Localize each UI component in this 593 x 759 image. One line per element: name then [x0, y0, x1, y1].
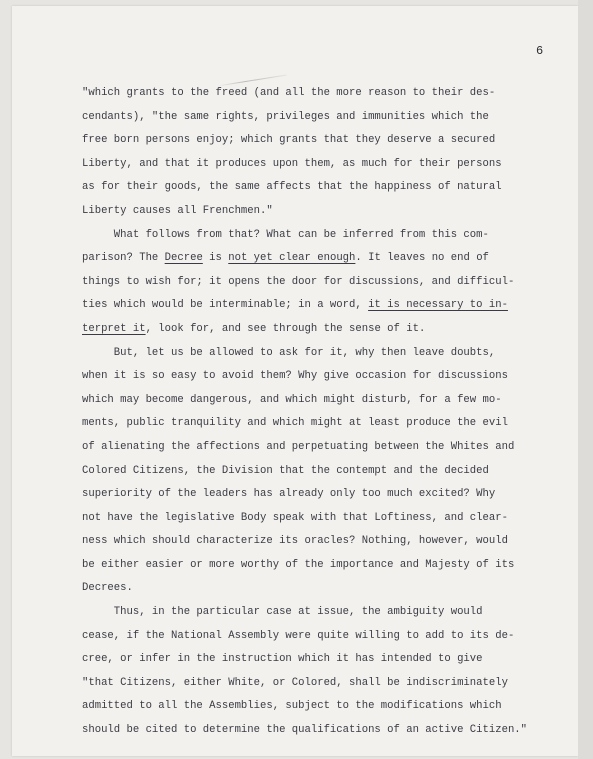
- text-segment: Liberty causes all Frenchmen.": [82, 204, 273, 217]
- text-line: [82, 577, 572, 601]
- text-line: [82, 365, 572, 389]
- text-line: [82, 318, 572, 342]
- text-line: [82, 695, 572, 719]
- page-edge: [578, 0, 593, 759]
- text-line: [82, 271, 572, 295]
- document-page: [12, 6, 578, 756]
- text-segment: . It leaves no end of: [355, 252, 489, 265]
- text-segment: ness which should characterize its oracles? Nothing, however, would: [82, 535, 508, 548]
- text-segment: Liberty, and that it produces upon them, as much for their persons: [82, 157, 502, 170]
- text-line: [82, 176, 572, 200]
- text-line: [82, 719, 572, 743]
- text-line: [82, 224, 572, 248]
- text-segment: cendants), "the same rights, privileges and immunities which the: [82, 110, 489, 123]
- text-line: [82, 412, 572, 436]
- text-segment: Colored Citizens, the Division that the contempt and the decided: [82, 464, 489, 477]
- text-segment: But, let us be allowed to ask for it, why then leave doubts,: [82, 346, 496, 359]
- page-number: 6: [536, 44, 544, 58]
- text-segment: ments, public tranquility and which might at least produce the evil: [82, 417, 508, 430]
- text-line: [82, 82, 572, 106]
- text-line: [82, 625, 572, 649]
- text-line: [82, 483, 572, 507]
- text-line: [82, 672, 572, 696]
- text-segment: which may become dangerous, and which might disturb, for a few mo-: [82, 393, 502, 406]
- underlined-text: terpret it: [82, 322, 146, 335]
- text-line: [82, 153, 572, 177]
- text-segment: "that Citizens, either White, or Colored, shall be indiscriminately: [82, 676, 508, 689]
- text-line: [82, 601, 572, 625]
- text-segment: superiority of the leaders has already only too much excited? Why: [82, 488, 496, 501]
- text-segment: admitted to all the Assemblies, subject to the modifications which: [82, 700, 502, 713]
- text-segment: , look for, and see through the sense of it.: [145, 322, 426, 335]
- text-line: [82, 507, 572, 531]
- text-segment: parison? The: [82, 252, 165, 265]
- underlined-text: not yet clear enough: [228, 252, 356, 265]
- text-segment: Thus, in the particular case at issue, the ambiguity would: [82, 606, 483, 619]
- text-segment: What follows from that? What can be inferred from this com-: [82, 228, 489, 241]
- text-segment: be either easier or more worthy of the importance and Majesty of its: [82, 558, 515, 571]
- text-segment: when it is so easy to avoid them? Why give occasion for discussions: [82, 370, 508, 383]
- text-line: [82, 436, 572, 460]
- text-segment: as for their goods, the same affects that the happiness of natural: [82, 181, 502, 194]
- text-segment: of alienating the affections and perpetuating between the Whites and: [82, 440, 515, 453]
- typed-text-body: [82, 82, 572, 743]
- text-segment: should be cited to determine the qualifications of an active Citizen.": [82, 724, 528, 737]
- text-line: [82, 460, 572, 484]
- text-segment: cree, or infer in the instruction which it has intended to give: [82, 653, 483, 666]
- text-line: [82, 200, 572, 224]
- text-segment: "which grants to the freed (and all the more reason to their des-: [82, 87, 496, 99]
- text-line: [82, 106, 572, 130]
- text-line: [82, 554, 572, 578]
- text-line: [82, 648, 572, 672]
- text-segment: free born persons enjoy; which grants that they deserve a secured: [82, 134, 496, 147]
- text-segment: Decrees.: [82, 582, 133, 595]
- text-line: [82, 389, 572, 413]
- text-segment: is: [202, 252, 229, 265]
- text-line: [82, 247, 572, 271]
- text-line: [82, 530, 572, 554]
- text-line: [82, 294, 572, 318]
- text-segment: not have the legislative Body speak with that Loftiness, and clear-: [82, 511, 508, 524]
- text-line: [82, 129, 572, 153]
- text-segment: ties which would be interminable; in a word,: [82, 299, 369, 312]
- text-line: [82, 342, 572, 366]
- underlined-text: Decree: [164, 252, 203, 265]
- underlined-text: it is necessary to in-: [368, 299, 508, 312]
- text-segment: cease, if the National Assembly were quite willing to add to its de-: [82, 629, 515, 642]
- text-segment: things to wish for; it opens the door for discussions, and difficul-: [82, 275, 515, 288]
